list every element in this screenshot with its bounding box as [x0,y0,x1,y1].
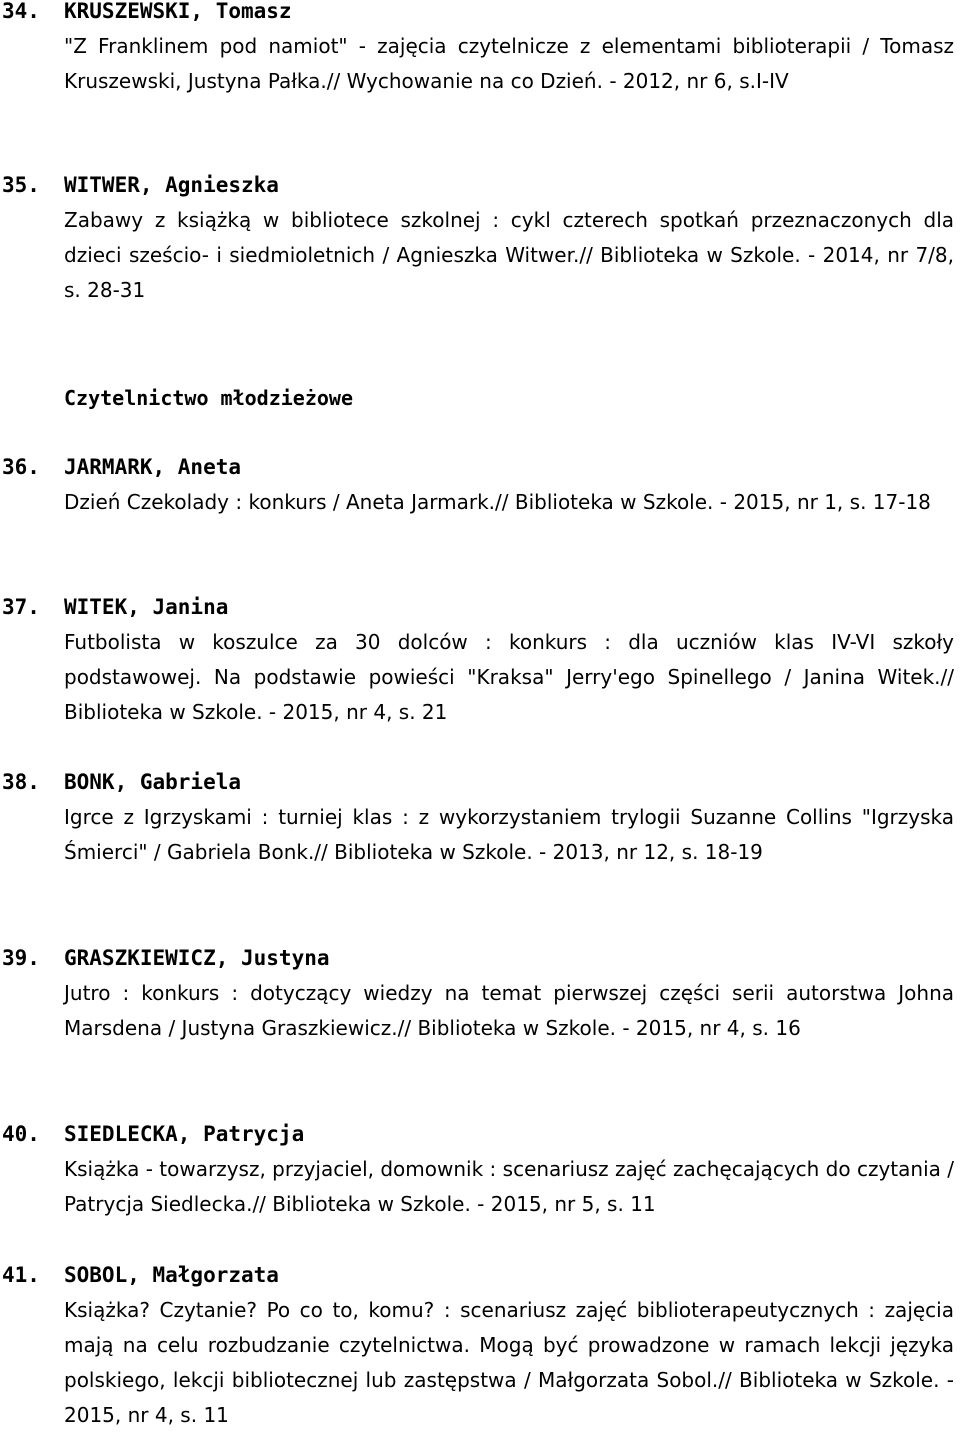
entry-description: "Z Franklinem pod namiot" - zajęcia czytelnicze z elementami biblioterapii / Tomasz Kruszewski, Justyna Pałka.// Wychowanie na co Dzień. - 2012, nr 6, s.I-IV [64,34,954,93]
entry-description: Futbolista w koszulce za 30 dolców : konkurs : dla uczniów klas IV-VI szkoły podstawowej. Na podstawie powieści "Kraksa" Jerry'ego Spinellego / Janina Witek.// Biblioteka w Szkole. - 2015, nr 4, s. 21 [64,630,954,724]
entry-number: 36. [2,455,40,479]
entry-number: 39. [2,946,40,970]
entry-number: 37. [2,595,40,619]
entry-author: SOBOL, Małgorzata [64,1263,279,1287]
entry-author: WITWER, Agnieszka [64,173,279,197]
entry-description: Jutro : konkurs : dotyczący wiedzy na temat pierwszej części serii autorstwa Johna Marsdena / Justyna Graszkiewicz.// Biblioteka w Szkole. - 2015, nr 4, s. 16 [64,981,954,1040]
entry-author: GRASZKIEWICZ, Justyna [64,946,330,970]
entry-number: 40. [2,1122,40,1146]
entry-author: WITEK, Janina [64,595,229,619]
entry-author: SIEDLECKA, Patrycja [64,1122,305,1146]
entry-author: JARMARK, Aneta [64,455,242,479]
entry-author: KRUSZEWSKI, Tomasz [64,0,292,23]
entry-author: BONK, Gabriela [64,770,242,794]
entry-number: 34. [2,0,40,23]
entry-description: Zabawy z książką w bibliotece szkolnej : cykl czterech spotkań przeznaczonych dla dzieci sześcio- i siedmioletnich / Agnieszka Witwer.// Biblioteka w Szkole. - 2014, nr 7/8, s. 28-31 [64,208,954,302]
section-heading: Czytelnictwo młodzieżowe [64,386,353,410]
entry-description: Książka? Czytanie? Po co to, komu? : scenariusz zajęć biblioterapeutycznych : zajęcia mają na celu rozbudzanie czytelnictwa. Mogą być prowadzone w ramach lekcji języka polskiego, lekcji bibliotecznej lub zastępstwa / Małgorzata Sobol.// Biblioteka w Szkole. - 2015, nr 4, s. 11 [64,1298,954,1427]
entry-number: 38. [2,770,40,794]
entry-description: Dzień Czekolady : konkurs / Aneta Jarmark.// Biblioteka w Szkole. - 2015, nr 1, s. 17-18 [64,490,931,514]
entry-number: 35. [2,173,40,197]
entry-description: Igrce z Igrzyskami : turniej klas : z wykorzystaniem trylogii Suzanne Collins "Igrzyska Śmierci" / Gabriela Bonk.// Biblioteka w Szkole. - 2013, nr 12, s. 18-19 [64,805,954,864]
entry-description: Książka - towarzysz, przyjaciel, domownik : scenariusz zajęć zachęcających do czytania / Patrycja Siedlecka.// Biblioteka w Szkole. - 2015, nr 5, s. 11 [64,1157,954,1216]
entry-number: 41. [2,1263,40,1287]
